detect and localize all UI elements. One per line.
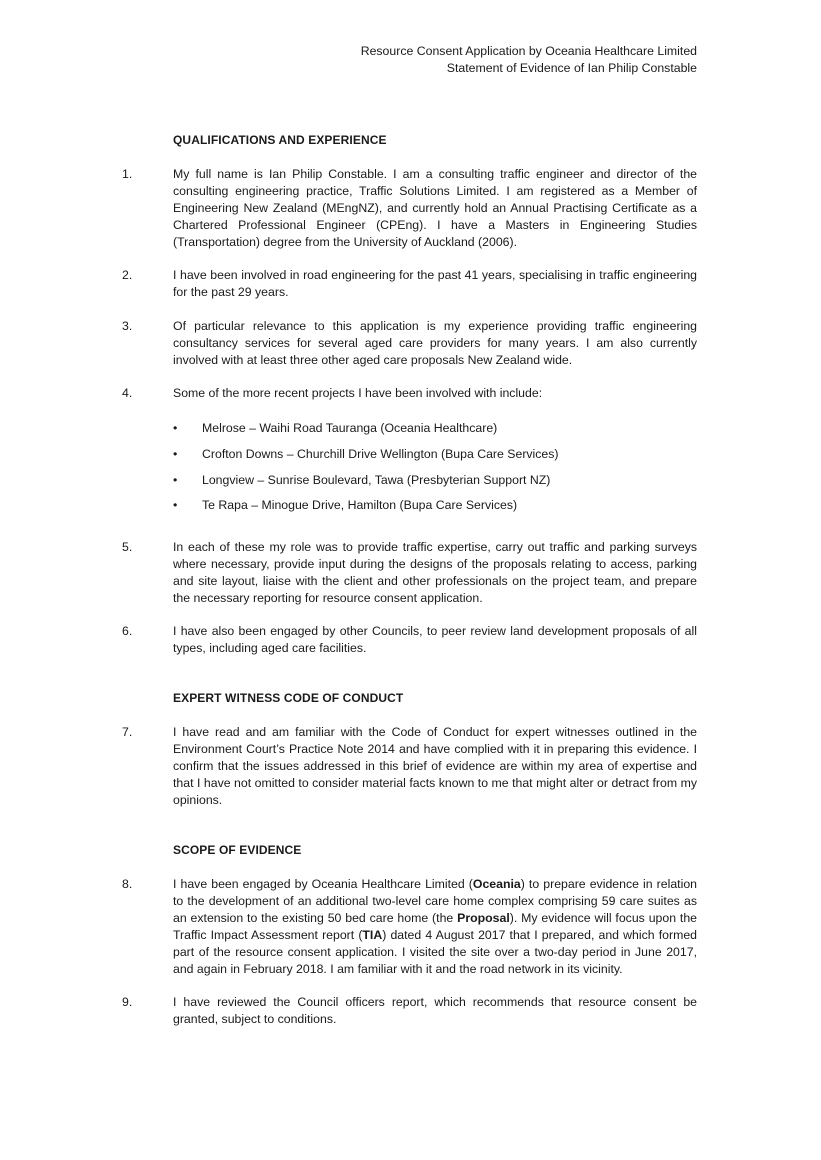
paragraph-text <box>173 876 697 978</box>
bullet-icon: • <box>173 498 178 512</box>
paragraph-text: In each of these my role was to provide traffic expertise, carry out traffic and parking surveys where necessary, provide input during the designs of the proposals relating to access, parking and site layout, liaise with the client and other professionals on the project team, and prepare the necessary reporting for resource consent application. <box>173 540 697 605</box>
paragraph-text: Of particular relevance to this application is my experience providing traffic engineering consultancy services for several aged care providers for many years. I am also currently involved with at least three other aged care proposals New Zealand wide. <box>173 319 697 367</box>
text-run: ) to prepare evidence in relation to the development of an additional two-level care home complex comprising 59 care suites as an extension to the existing 50 bed care home (the <box>173 877 697 925</box>
paragraph-text: Some of the more recent projects I have been involved with include: <box>173 386 543 400</box>
heading-qualifications: QUALIFICATIONS AND EXPERIENCE <box>173 133 387 147</box>
bullet-icon: • <box>173 447 178 461</box>
project-name: Crofton Downs – Churchill Drive Wellington (Bupa Care Services) <box>202 447 559 461</box>
text-run: ). My evidence will focus upon the Traffic Impact Assessment report ( <box>173 911 698 942</box>
project-name: Te Rapa – Minogue Drive, Hamilton (Bupa Care Services) <box>202 498 518 512</box>
heading-code-of-conduct: EXPERT WITNESS CODE OF CONDUCT <box>173 691 404 705</box>
header-application-title: Resource Consent Application by Oceania Healthcare Limited <box>360 44 697 58</box>
paragraph-number: 7. <box>122 725 133 739</box>
paragraph-number: 8. <box>122 877 133 891</box>
defined-term-oceania: Oceania <box>472 877 521 891</box>
page-header <box>361 43 697 77</box>
project-name: Melrose – Waihi Road Tauranga (Oceania Healthcare) <box>202 421 498 435</box>
paragraph-number: 6. <box>122 624 133 638</box>
header-evidence-title: Statement of Evidence of Ian Philip Constable <box>446 61 697 75</box>
paragraph-number: 1. <box>122 167 133 181</box>
paragraph-text: I have read and am familiar with the Code of Conduct for expert witnesses outlined in the Environment Court’s Practice Note 2014 and have complied with it in preparing this evidence. I confirm that the issues addressed in this brief of evidence are within my area of expertise and that I have not omitted to consider material facts known to me that might alter or detract from my opinions. <box>173 725 697 807</box>
project-name: Longview – Sunrise Boulevard, Tawa (Presbyterian Support NZ) <box>202 473 551 487</box>
paragraph-number: 9. <box>122 995 133 1009</box>
text-run: I have been engaged by Oceania Healthcare Limited ( <box>173 877 473 891</box>
paragraph-text: I have reviewed the Council officers report, which recommends that resource consent be granted, subject to conditions. <box>173 995 697 1026</box>
text-run: ) dated 4 August 2017 that I prepared, and which formed part of the resource consent application. I visited the site over a two-day period in June 2017, and again in February 2018. I am familiar with it and the road network in its vicinity. <box>173 928 697 976</box>
paragraph-text: I have also been engaged by other Councils, to peer review land development proposals of all types, including aged care facilities. <box>173 624 697 655</box>
bullet-icon: • <box>173 473 178 487</box>
bullet-icon: • <box>173 421 178 435</box>
paragraph-number: 2. <box>122 268 133 282</box>
paragraph-number: 5. <box>122 540 133 554</box>
paragraph-number: 4. <box>122 386 133 400</box>
heading-scope: SCOPE OF EVIDENCE <box>173 843 302 857</box>
paragraph-text: I have been involved in road engineering for the past 41 years, specialising in traffic engineering for the past 29 years. <box>173 268 697 299</box>
paragraph-number: 3. <box>122 319 133 333</box>
paragraph-text: My full name is Ian Philip Constable. I am a consulting traffic engineer and director of the consulting engineering practice, Traffic Solutions Limited. I am registered as a Member of Engineering New Zealand (MEngNZ), and currently hold an Annual Practising Certificate as a Chartered Professional Engineer (CPEng). I have a Masters in Engineering Studies (Transportation) degree from the University of Auckland (2006). <box>173 167 697 249</box>
defined-term-proposal: Proposal <box>457 911 510 925</box>
defined-term-tia: TIA <box>362 928 383 942</box>
